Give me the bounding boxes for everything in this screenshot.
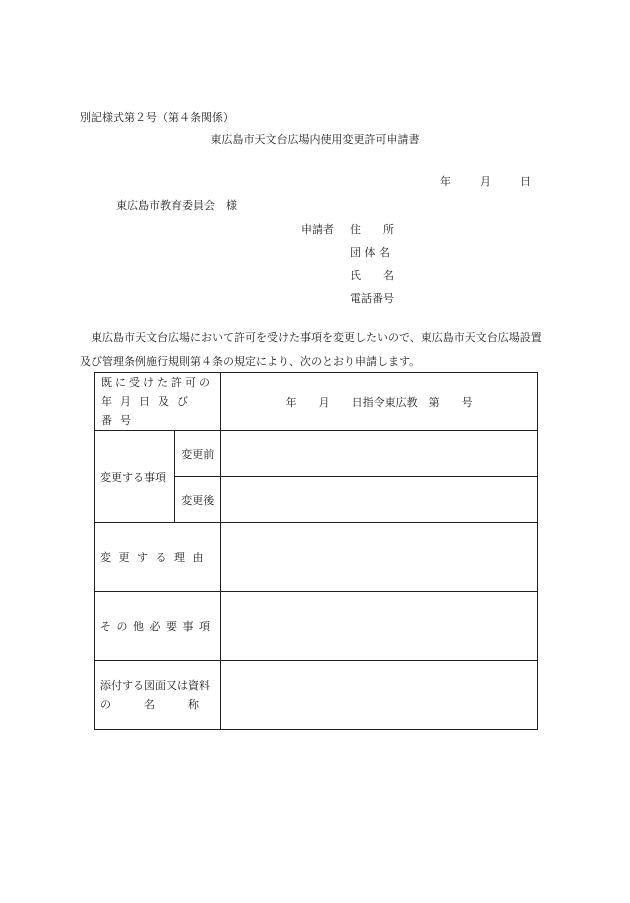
after-label: 変更後 [175,477,221,523]
table-row-prev-permit [95,373,538,431]
table-row-attachments [95,661,538,730]
applicant-name-label: 氏 名 [350,269,394,282]
date-month: 月 [480,175,491,188]
recipient: 東広島市教育委員会 様 [116,199,237,212]
prev-permit-label-line1: 既に受けた許可の [101,376,213,389]
applicant-label: 申請者 [301,223,334,236]
before-label: 変更前 [175,431,221,477]
other-value[interactable] [221,592,538,661]
applicant-group-label: 団 体 名 [350,246,390,259]
reason-label: 変 更 す る 理 由 [95,523,221,592]
attachments-label-line2: の 名 称 [100,698,199,711]
after-value[interactable] [221,477,538,523]
other-label: そ の 他 必 要 事 項 [95,592,221,661]
reason-value[interactable] [221,523,538,592]
body-text: 東広島市天文台広場において許可を受けた事項を変更したいので、東広島市天文台広場設置及び管理条例施行規則第４条の規定により、次のとおり申請します。 [80,331,542,368]
date-day: 日 [520,175,531,188]
date-line [440,173,531,189]
table-row-before [95,431,538,477]
prev-permit-label [95,373,221,431]
form-label: 別記様式第２号（第４条関係） [80,111,234,124]
application-table [94,372,538,730]
attachments-label-line1: 添付する図面又は資料 [100,679,210,692]
attachments-value[interactable] [221,661,538,730]
document-title: 東広島市天文台広場内使用変更許可申請書 [210,133,420,146]
change-items-label: 変更する事項 [95,431,175,523]
attachments-label [95,661,221,730]
date-year: 年 [440,175,451,188]
prev-permit-label-line2: 年月日及び番号 [101,395,196,427]
table-row-other [95,592,538,661]
prev-permit-value[interactable]: 年 月 日指令東広教 第 号 [221,373,538,431]
before-value[interactable] [221,431,538,477]
applicant-address-label: 住 所 [350,223,394,236]
table-row-reason [95,523,538,592]
applicant-phone-label: 電話番号 [350,292,394,305]
